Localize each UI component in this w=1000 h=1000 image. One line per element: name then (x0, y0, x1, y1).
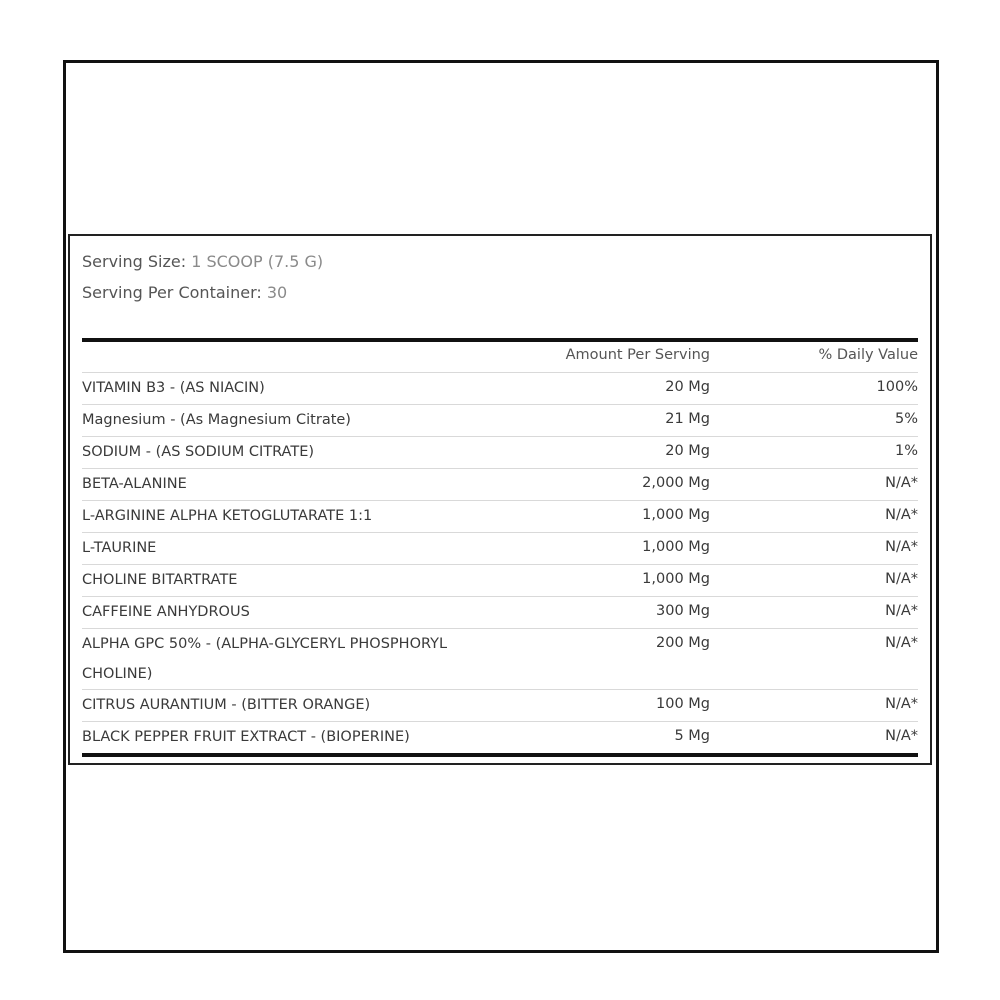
ingredient-daily-value: N/A* (885, 507, 918, 523)
header-daily-value: % Daily Value (818, 347, 918, 363)
ingredient-amount: 1,000 Mg (642, 507, 710, 523)
ingredient-daily-value: N/A* (885, 571, 918, 587)
ingredient-name: SODIUM - (AS SODIUM CITRATE) (82, 444, 315, 460)
ingredient-name: L-TAURINE (82, 540, 157, 556)
ingredient-daily-value: N/A* (885, 475, 918, 491)
ingredient-amount: 1,000 Mg (642, 539, 710, 555)
ingredient-name: Magnesium - (As Magnesium Citrate) (82, 412, 351, 428)
facts-table (82, 338, 918, 757)
ingredient-daily-value: N/A* (885, 539, 918, 555)
ingredient-name: L-ARGININE ALPHA KETOGLUTARATE 1:1 (82, 508, 373, 524)
header-amount: Amount Per Serving (565, 347, 710, 363)
ingredient-name: ALPHA GPC 50% - (ALPHA-GLYCERYL PHOSPHORYL CHOLINE) (82, 636, 448, 682)
servings-per-container-label: Serving Per Container: (82, 283, 262, 302)
ingredient-daily-value: N/A* (885, 696, 918, 712)
ingredient-name: CITRUS AURANTIUM - (BITTER ORANGE) (82, 697, 371, 713)
table-row (82, 565, 918, 597)
ingredient-amount: 100 Mg (656, 696, 710, 712)
table-row (82, 722, 918, 753)
ingredient-daily-value: 5% (894, 411, 918, 427)
ingredient-amount: 21 Mg (665, 411, 710, 427)
table-row (82, 533, 918, 565)
ingredient-daily-value: 1% (894, 443, 918, 459)
ingredient-amount: 5 Mg (674, 728, 710, 744)
table-row (82, 597, 918, 629)
bottom-rule (82, 753, 918, 757)
ingredient-amount: 200 Mg (656, 635, 710, 651)
table-row (82, 501, 918, 533)
supplement-facts-panel (68, 234, 932, 765)
ingredient-daily-value: N/A* (885, 728, 918, 744)
servings-per-container (82, 283, 287, 302)
serving-size (82, 252, 323, 271)
ingredient-daily-value: 100% (876, 379, 918, 395)
serving-size-value: 1 SCOOP (7.5 G) (191, 252, 324, 271)
ingredient-amount: 300 Mg (656, 603, 710, 619)
table-row (82, 690, 918, 722)
table-row (82, 437, 918, 469)
ingredient-amount: 2,000 Mg (642, 475, 710, 491)
ingredient-name: CAFFEINE ANHYDROUS (82, 604, 250, 620)
servings-per-container-value: 30 (266, 283, 288, 302)
ingredient-amount: 1,000 Mg (642, 571, 710, 587)
serving-size-label: Serving Size: (82, 252, 187, 271)
table-row (82, 373, 918, 405)
ingredient-name: BLACK PEPPER FRUIT EXTRACT - (BIOPERINE) (82, 729, 410, 745)
ingredient-amount: 20 Mg (665, 379, 710, 395)
ingredient-name: VITAMIN B3 - (AS NIACIN) (82, 380, 265, 396)
table-header (82, 342, 918, 373)
ingredient-daily-value: N/A* (885, 603, 918, 619)
table-row (82, 629, 918, 690)
ingredient-daily-value: N/A* (885, 635, 918, 651)
table-row (82, 469, 918, 501)
ingredient-name: CHOLINE BITARTRATE (82, 572, 238, 588)
ingredient-amount: 20 Mg (665, 443, 710, 459)
table-row (82, 405, 918, 437)
ingredient-name: BETA-ALANINE (82, 476, 187, 492)
